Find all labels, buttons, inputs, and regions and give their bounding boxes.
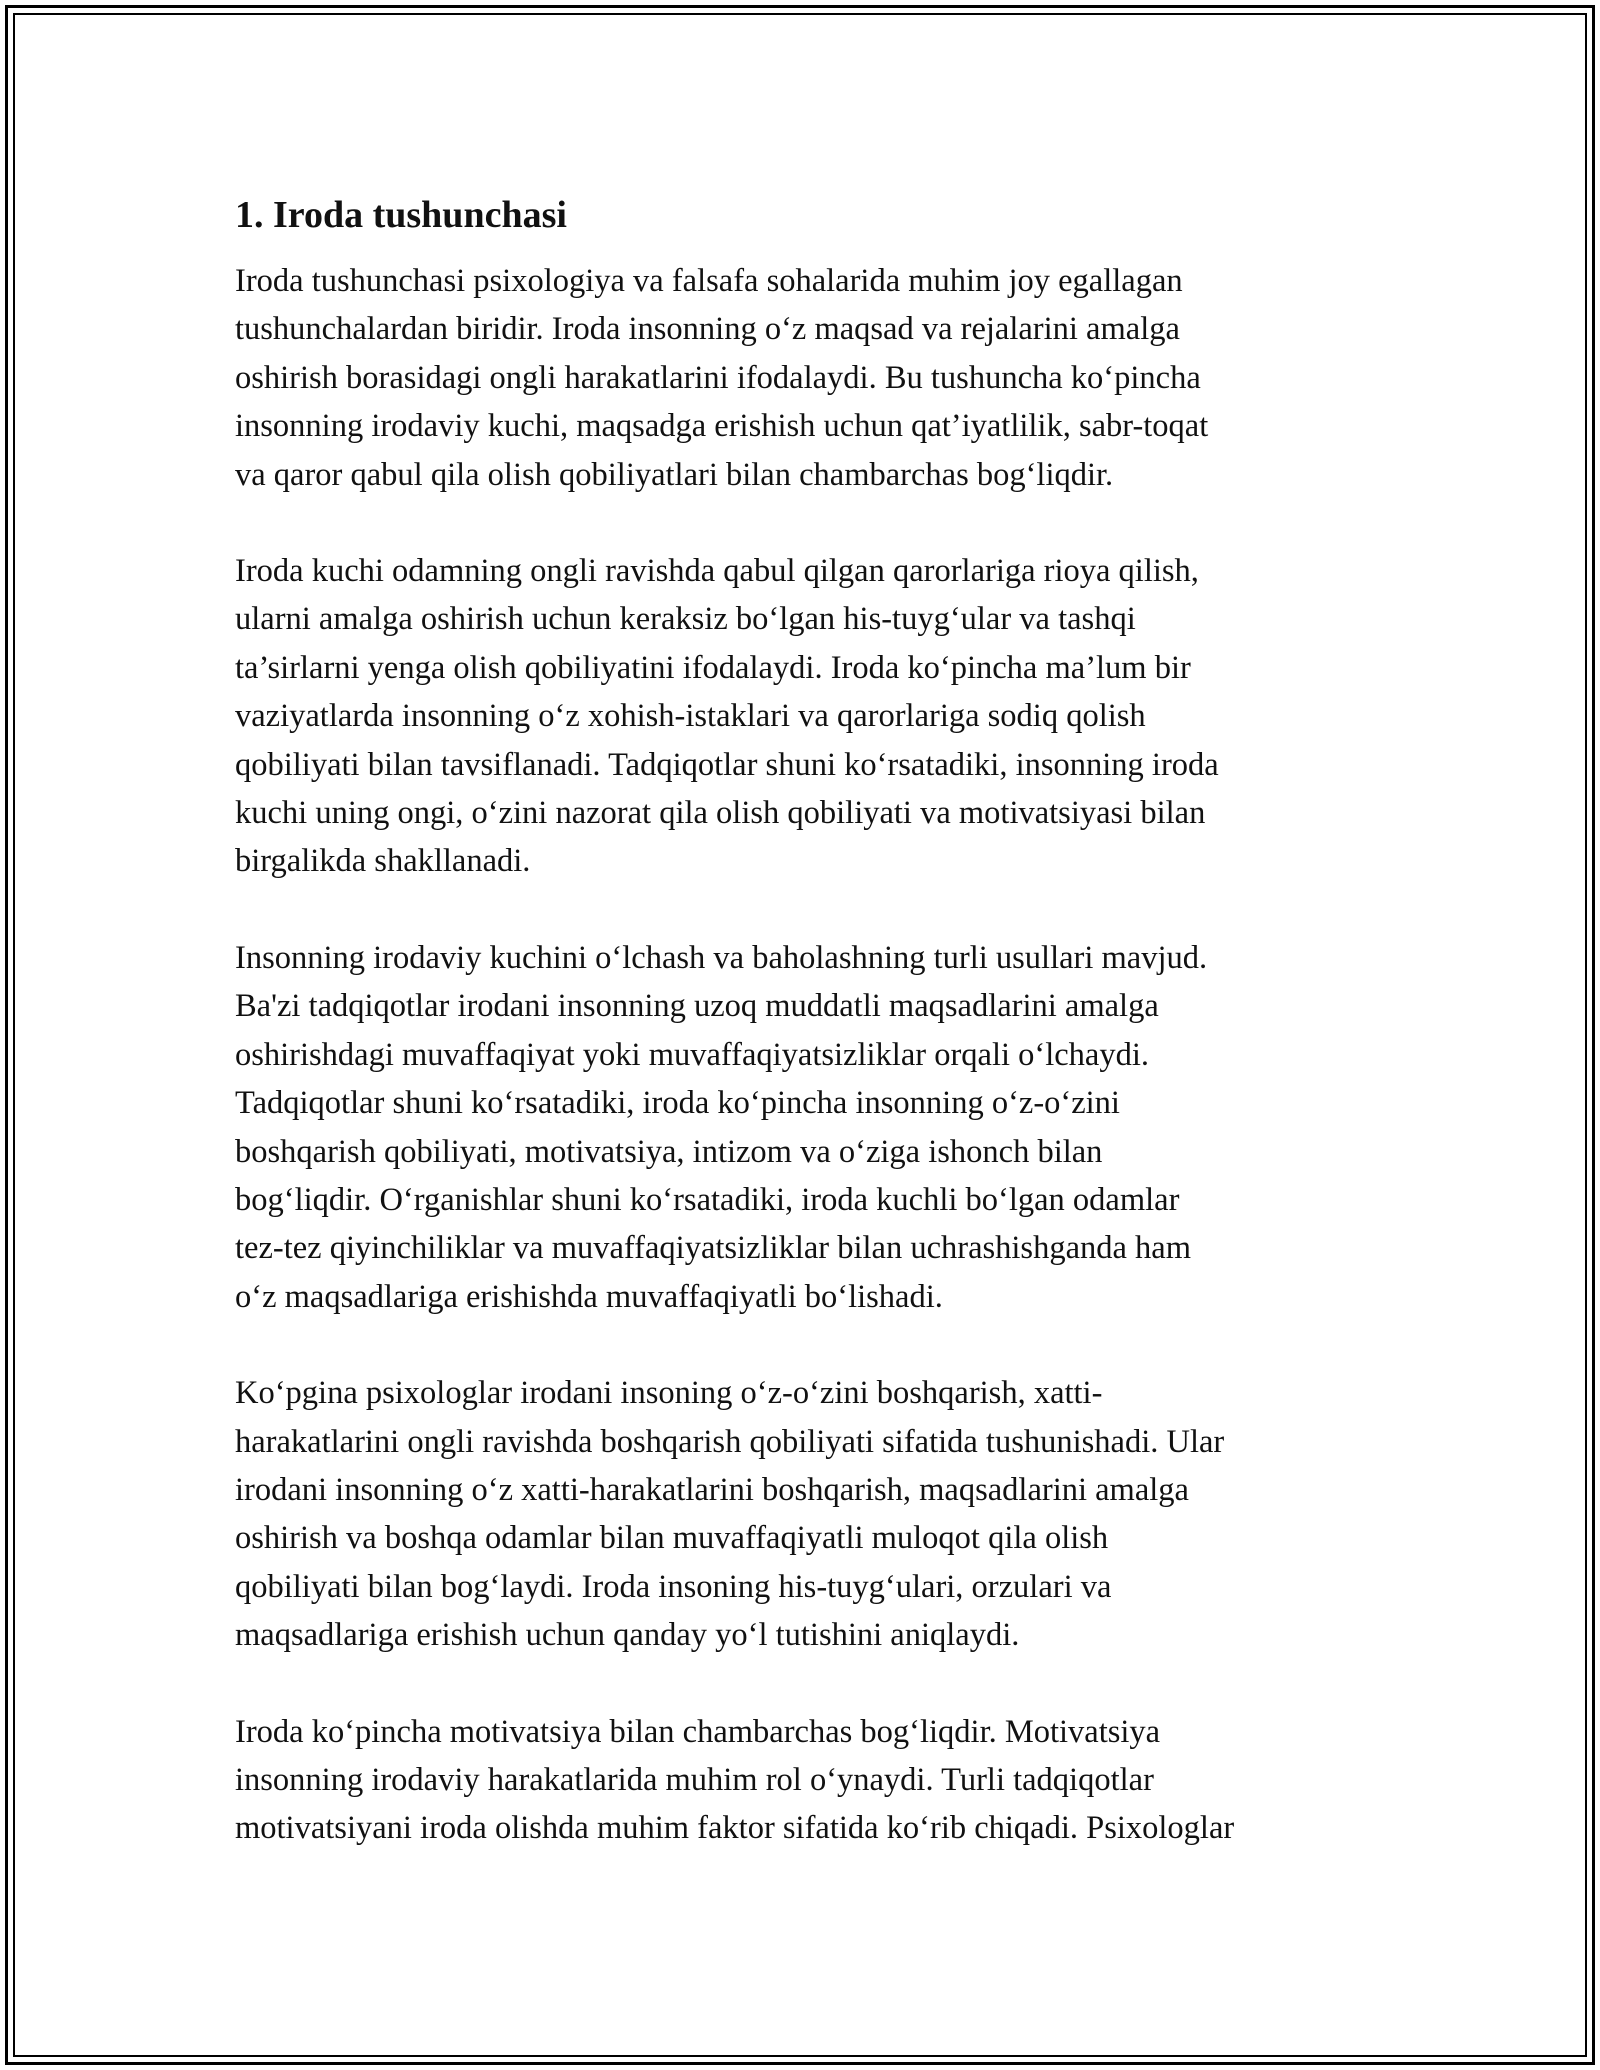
text-line: ta’sirlarni yenga olish qobiliyatini ifodalaydi. Iroda ko‘pincha ma’lum bir <box>235 649 1191 686</box>
text-line: qobiliyati bilan tavsiflanadi. Tadqiqotlar shuni ko‘rsatadiki, insonning iroda <box>235 746 1219 783</box>
text-line: Ko‘pgina psixologlar irodani insoning o‘z-o‘zini boshqarish, xatti- <box>235 1375 1103 1412</box>
text-line: tushunchalardan biridir. Iroda insonning o‘z maqsad va rejalarini amalga <box>235 311 1180 348</box>
text-line: oshirish va boshqa odamlar bilan muvaffaqiyatli muloqot qila olish <box>235 1520 1109 1557</box>
text-line: Ba'zi tadqiqotlar irodani insonning uzoq muddatli maqsadlarini amalga <box>235 988 1159 1025</box>
text-line: insonning irodaviy harakatlarida muhim rol o‘ynaydi. Turli tadqiqotlar <box>235 1761 1154 1798</box>
text-line: Iroda ko‘pincha motivatsiya bilan chambarchas bog‘liqdir. Motivatsiya <box>235 1713 1161 1750</box>
text-line: bog‘liqdir. O‘rganishlar shuni ko‘rsatadiki, iroda kuchli bo‘lgan odamlar <box>235 1181 1180 1218</box>
text-line: maqsadlariga erishish uchun qanday yo‘l tutishini aniqlaydi. <box>235 1617 1020 1654</box>
text-line: va qaror qabul qila olish qobiliyatlari bilan chambarchas bog‘liqdir. <box>235 456 1114 493</box>
section-heading: 1. Iroda tushunchasi <box>235 194 567 236</box>
text-line: insonning irodaviy kuchi, maqsadga erishish uchun qat’iyatlilik, sabr-toqat <box>235 408 1209 445</box>
text-line: qobiliyati bilan bog‘laydi. Iroda insoning his-tuyg‘ulari, orzulari va <box>235 1568 1112 1605</box>
text-line: birgalikda shakllanadi. <box>235 843 531 880</box>
text-line: oshirishdagi muvaffaqiyat yoki muvaffaqiyatsizliklar orqali o‘lchaydi. <box>235 1036 1149 1073</box>
document-body <box>235 185 1365 1853</box>
text-line: oshirish borasidagi ongli harakatlarini ifodalaydi. Bu tushuncha ko‘pincha <box>235 359 1201 396</box>
paragraph-5 <box>235 1708 1365 1853</box>
text-line: vaziyatlarda insonning o‘z xohish-istaklari va qarorlariga sodiq qolish <box>235 698 1146 735</box>
text-line: tez-tez qiyinchiliklar va muvaffaqiyatsizliklar bilan uchrashishganda ham <box>235 1230 1192 1267</box>
text-line: o‘z maqsadlariga erishishda muvaffaqiyatli bo‘lishadi. <box>235 1278 943 1315</box>
text-line: motivatsiyani iroda olishda muhim faktor sifatida ko‘rib chiqadi. Psixologlar <box>235 1810 1235 1847</box>
paragraph-3 <box>235 934 1365 1321</box>
text-line: Iroda tushunchasi psixologiya va falsafa sohalarida muhim joy egallagan <box>235 263 1183 299</box>
text-line: irodani insonning o‘z xatti-harakatlarini boshqarish, maqsadlarini amalga <box>235 1471 1189 1508</box>
text-line: ularni amalga oshirish uchun keraksiz bo‘lgan his-tuyg‘ular va tashqi <box>235 601 1136 638</box>
text-line: Iroda kuchi odamning ongli ravishda qabul qilgan qarorlariga rioya qilish, <box>235 553 1199 590</box>
paragraph-2 <box>235 547 1365 886</box>
text-line: Insonning irodaviy kuchini o‘lchash va baholashning turli usullari mavjud. <box>235 939 1208 976</box>
text-line: harakatlarini ongli ravishda boshqarish qobiliyati sifatida tushunishadi. Ular <box>235 1423 1225 1460</box>
paragraph-4 <box>235 1369 1365 1659</box>
paragraph-1 <box>235 257 1365 499</box>
text-line: kuchi uning ongi, o‘zini nazorat qila olish qobiliyati va motivatsiyasi bilan <box>235 795 1206 832</box>
text-line: Tadqiqotlar shuni ko‘rsatadiki, iroda ko‘pincha insonning o‘z-o‘zini <box>235 1085 1120 1122</box>
text-line: boshqarish qobiliyati, motivatsiya, intizom va o‘ziga ishonch bilan <box>235 1133 1103 1170</box>
